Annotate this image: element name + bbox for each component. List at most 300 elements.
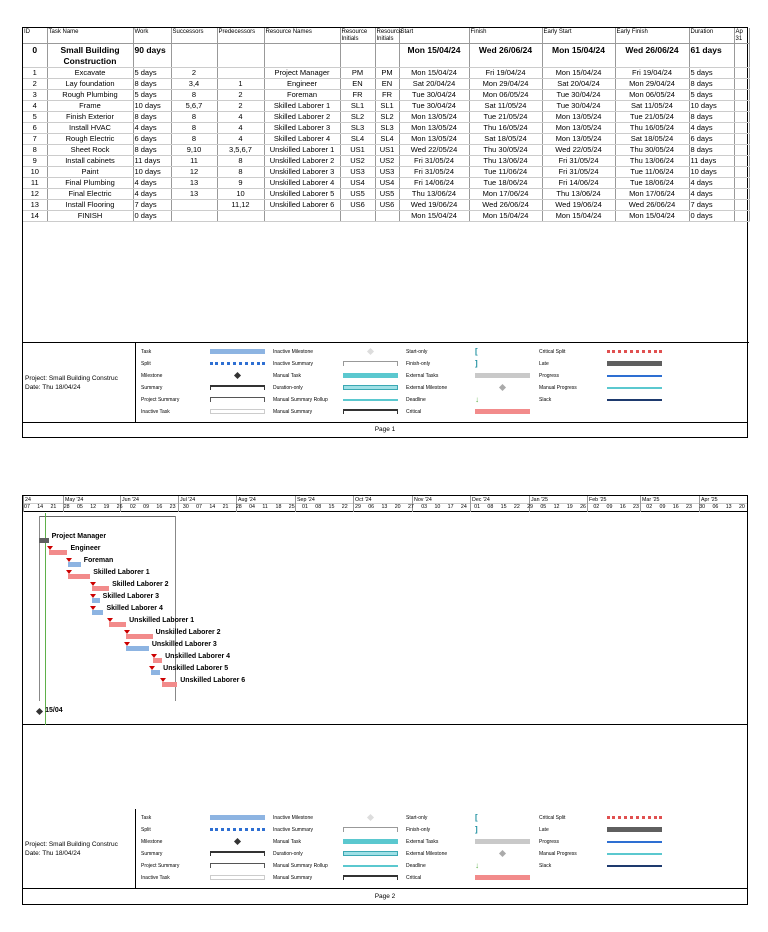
cell-duration[interactable]: 8 days [689, 145, 734, 156]
cell-early-finish[interactable]: Wed 26/06/24 [615, 200, 689, 211]
cell-successors[interactable]: 8 [171, 90, 217, 101]
cell-work[interactable]: 8 days [133, 145, 171, 156]
cell-finish[interactable]: Tue 11/06/24 [469, 167, 542, 178]
cell-predecessors[interactable]: 10 [217, 189, 264, 200]
cell-early-start[interactable]: Mon 15/04/24 [542, 44, 615, 68]
cell-early-finish[interactable]: Thu 13/06/24 [615, 156, 689, 167]
cell-successors[interactable]: 13 [171, 178, 217, 189]
cell-early-start[interactable]: Tue 30/04/24 [542, 101, 615, 112]
project-info [23, 343, 136, 423]
cell-start[interactable]: Fri 31/05/24 [399, 156, 469, 167]
cell-early-finish[interactable]: Fri 19/04/24 [615, 68, 689, 79]
legend-label: Critical [406, 409, 422, 415]
col-header-finish[interactable]: Finish [469, 28, 542, 44]
table-row[interactable] [23, 112, 749, 123]
legend-swatch: ] [475, 825, 478, 834]
cell-resource-names[interactable]: Unskilled Laborer 5 [264, 189, 340, 200]
cell-successors[interactable]: 8 [171, 134, 217, 145]
cell-resource-initials[interactable]: SL2 [375, 112, 399, 123]
col-header-resource-names[interactable]: Resource Names [264, 28, 340, 44]
cell-resource-names[interactable]: Engineer [264, 79, 340, 90]
cell-start[interactable]: Tue 30/04/24 [399, 90, 469, 101]
cell-id[interactable]: 1 [23, 68, 47, 79]
cell-successors[interactable]: 9,10 [171, 145, 217, 156]
cell-successors[interactable]: 11 [171, 156, 217, 167]
gantt-task-bar[interactable] [126, 634, 152, 639]
cell-early-start[interactable]: Mon 13/05/24 [542, 112, 615, 123]
cell-duration[interactable]: 8 days [689, 112, 734, 123]
cell-task-name[interactable]: Excavate [47, 68, 133, 79]
month-separator [587, 496, 588, 512]
cell-resource-initials[interactable]: PM [375, 68, 399, 79]
cell-early-finish[interactable]: Mon 17/06/24 [615, 189, 689, 200]
col-header-extra: Ap 31 [734, 28, 749, 44]
gantt-task-bar[interactable] [92, 598, 100, 603]
cell-resource-initials[interactable] [340, 44, 375, 68]
cell-predecessors[interactable] [217, 211, 264, 222]
cell-duration[interactable]: 5 days [689, 68, 734, 79]
cell-resource-initials[interactable]: US4 [375, 178, 399, 189]
finish-milestone[interactable] [36, 708, 43, 715]
col-header-task-name[interactable]: Task Name [47, 28, 133, 44]
cell-resource-initials[interactable]: SL1 [375, 101, 399, 112]
cell-resource-initials[interactable]: US5 [375, 189, 399, 200]
cell-early-finish[interactable]: Thu 30/05/24 [615, 145, 689, 156]
cell-resource-names[interactable]: Skilled Laborer 3 [264, 123, 340, 134]
cell-duration[interactable]: 0 days [689, 211, 734, 222]
cell-early-start[interactable]: Wed 22/05/24 [542, 145, 615, 156]
legend-swatch [607, 865, 662, 867]
cell-early-finish[interactable]: Tue 11/06/24 [615, 167, 689, 178]
table-row[interactable] [23, 79, 749, 90]
cell-finish[interactable]: Mon 17/06/24 [469, 189, 542, 200]
cell-id[interactable]: 9 [23, 156, 47, 167]
cell-predecessors[interactable]: 2 [217, 90, 264, 101]
cell-task-name[interactable]: Rough Plumbing [47, 90, 133, 101]
timescale-week: 22 [341, 504, 348, 510]
cell-work[interactable]: 10 days [133, 167, 171, 178]
timescale-week: 19 [103, 504, 110, 510]
gantt-task-bar[interactable] [153, 658, 162, 663]
cell-resource-initials[interactable]: SL4 [375, 134, 399, 145]
cell-early-start[interactable]: Sat 20/04/24 [542, 79, 615, 90]
col-header-predecessors[interactable]: Predecessors [217, 28, 264, 44]
table-row[interactable] [23, 156, 749, 167]
cell-id[interactable]: 6 [23, 123, 47, 134]
cell-resource-initials[interactable]: US2 [375, 156, 399, 167]
legend-swatch: ↓ [475, 395, 479, 404]
timescale-week: 05 [540, 504, 547, 510]
cell-work[interactable]: 7 days [133, 200, 171, 211]
cell-early-finish[interactable]: Tue 21/05/24 [615, 112, 689, 123]
cell-resource-initials[interactable] [375, 211, 399, 222]
cell-task-name[interactable]: Lay foundation [47, 79, 133, 90]
cell-duration[interactable]: 10 days [689, 101, 734, 112]
cell-work[interactable]: 5 days [133, 90, 171, 101]
col-header-start[interactable]: Start [399, 28, 469, 44]
cell-resource-initials[interactable]: US3 [375, 167, 399, 178]
cell-work[interactable]: 4 days [133, 178, 171, 189]
cell-resource-initials[interactable]: US2 [340, 156, 375, 167]
cell-resource-initials[interactable]: FR [375, 90, 399, 101]
cell-duration[interactable]: 4 days [689, 123, 734, 134]
cell-start[interactable]: Sat 20/04/24 [399, 79, 469, 90]
cell-finish[interactable]: Tue 21/05/24 [469, 112, 542, 123]
legend-label: Manual Task [273, 839, 301, 845]
dependency-arrow [124, 630, 130, 634]
cell-finish[interactable]: Sat 18/05/24 [469, 134, 542, 145]
legend-label: Inactive Task [141, 409, 170, 415]
col-header-early-finish[interactable]: Early Finish [615, 28, 689, 44]
cell-task-name[interactable]: Finish Exterior [47, 112, 133, 123]
cell-early-start[interactable]: Mon 13/05/24 [542, 134, 615, 145]
cell-successors[interactable]: 2 [171, 68, 217, 79]
table-row[interactable] [23, 44, 749, 68]
cell-successors[interactable]: 13 [171, 189, 217, 200]
cell-predecessors[interactable]: 4 [217, 123, 264, 134]
cell-finish[interactable]: Tue 18/06/24 [469, 178, 542, 189]
cell-duration[interactable]: 8 days [689, 79, 734, 90]
cell-task-name[interactable]: Final Electric [47, 189, 133, 200]
cell-work[interactable]: 8 days [133, 112, 171, 123]
cell-successors[interactable]: 5,6,7 [171, 101, 217, 112]
cell-extra [734, 123, 749, 134]
timescale-week: 16 [672, 504, 679, 510]
cell-successors[interactable]: 8 [171, 112, 217, 123]
cell-predecessors[interactable]: 8 [217, 156, 264, 167]
cell-resource-initials[interactable] [375, 44, 399, 68]
cell-start[interactable]: Wed 19/06/24 [399, 200, 469, 211]
cell-work[interactable]: 8 days [133, 79, 171, 90]
legend-swatch [343, 865, 398, 867]
cell-predecessors[interactable]: 2 [217, 101, 264, 112]
legend-label: Critical Split [539, 349, 566, 355]
table-row[interactable] [23, 211, 749, 222]
timescale-week: 01 [302, 504, 308, 510]
col-header-id[interactable]: ID [23, 28, 47, 44]
cell-resource-names[interactable]: Unskilled Laborer 3 [264, 167, 340, 178]
month-separator [470, 496, 471, 512]
cell-resource-names[interactable]: Unskilled Laborer 4 [264, 178, 340, 189]
dependency-arrow [107, 618, 113, 622]
cell-task-name[interactable]: Install HVAC [47, 123, 133, 134]
legend-label: Slack [539, 863, 552, 869]
cell-early-finish[interactable]: Sat 11/05/24 [615, 101, 689, 112]
legend-label: Inactive Summary [273, 827, 314, 833]
cell-resource-names[interactable]: Skilled Laborer 2 [264, 112, 340, 123]
cell-predecessors[interactable]: 9 [217, 178, 264, 189]
cell-early-finish[interactable]: Mon 15/04/24 [615, 211, 689, 222]
cell-finish[interactable]: Wed 26/06/24 [469, 44, 542, 68]
cell-work[interactable]: 0 days [133, 211, 171, 222]
cell-duration[interactable]: 5 days [689, 90, 734, 101]
cell-resource-initials[interactable]: EN [375, 79, 399, 90]
cell-resource-initials[interactable]: SL3 [375, 123, 399, 134]
cell-start[interactable]: Mon 15/04/24 [399, 44, 469, 68]
cell-work[interactable]: 11 days [133, 156, 171, 167]
cell-resource-names[interactable] [264, 44, 340, 68]
cell-finish[interactable]: Sat 11/05/24 [469, 101, 542, 112]
cell-id[interactable]: 2 [23, 79, 47, 90]
cell-resource-names[interactable]: Project Manager [264, 68, 340, 79]
cell-early-finish[interactable]: Tue 18/06/24 [615, 178, 689, 189]
cell-early-start[interactable]: Mon 15/04/24 [542, 68, 615, 79]
table-row[interactable] [23, 123, 749, 134]
timescale-week: 08 [487, 504, 494, 510]
cell-extra [734, 44, 749, 68]
cell-resource-initials[interactable]: SL1 [340, 101, 375, 112]
cell-duration[interactable]: 6 days [689, 134, 734, 145]
cell-start[interactable]: Mon 13/05/24 [399, 112, 469, 123]
cell-id[interactable]: 12 [23, 189, 47, 200]
cell-id[interactable]: 3 [23, 90, 47, 101]
cell-duration[interactable]: 4 days [689, 189, 734, 200]
gantt-task-bar[interactable] [68, 574, 91, 579]
cell-early-start[interactable]: Thu 13/06/24 [542, 189, 615, 200]
gantt-chart [23, 513, 747, 725]
timescale-week: 25 [288, 504, 295, 510]
table-row[interactable] [23, 189, 749, 200]
cell-work[interactable]: 90 days [133, 44, 171, 68]
cell-predecessors[interactable]: 3,5,6,7 [217, 145, 264, 156]
cell-id[interactable]: 11 [23, 178, 47, 189]
cell-resource-initials[interactable] [340, 211, 375, 222]
gantt-task-bar[interactable] [109, 622, 126, 627]
cell-start[interactable]: Tue 30/04/24 [399, 101, 469, 112]
timescale-week: 03 [421, 504, 428, 510]
cell-duration[interactable]: 10 days [689, 167, 734, 178]
cell-successors[interactable] [171, 211, 217, 222]
cell-start[interactable]: Mon 15/04/24 [399, 68, 469, 79]
timescale-week: 26 [580, 504, 586, 510]
cell-resource-initials[interactable]: SL2 [340, 112, 375, 123]
legend-label: Summary [141, 851, 163, 857]
timescale-month: Feb '25 [589, 497, 607, 503]
cell-work[interactable]: 4 days [133, 189, 171, 200]
gantt-task-bar[interactable] [151, 670, 160, 675]
cell-early-finish[interactable]: Sat 18/05/24 [615, 134, 689, 145]
cell-early-start[interactable]: Tue 30/04/24 [542, 90, 615, 101]
cell-predecessors[interactable]: 8 [217, 167, 264, 178]
cell-task-name[interactable]: Install Flooring [47, 200, 133, 211]
legend-swatch [607, 387, 662, 389]
legend-label: Critical [406, 875, 422, 881]
gantt-resource-label: Skilled Laborer 1 [93, 569, 150, 576]
dependency-arrow [151, 654, 157, 658]
legend-label: Duration-only [273, 851, 303, 857]
cell-early-finish[interactable]: Thu 16/05/24 [615, 123, 689, 134]
legend-swatch: [ [475, 347, 478, 356]
cell-work[interactable]: 5 days [133, 68, 171, 79]
gantt-resource-label: Skilled Laborer 4 [106, 605, 163, 612]
timescale-week: 09 [659, 504, 666, 510]
cell-finish[interactable]: Mon 06/05/24 [469, 90, 542, 101]
timescale-week: 30 [699, 504, 706, 510]
cell-predecessors[interactable]: 1 [217, 79, 264, 90]
legend-label: Manual Summary [273, 875, 313, 881]
cell-id[interactable]: 0 [23, 44, 47, 68]
cell-id[interactable]: 13 [23, 200, 47, 211]
cell-resource-names[interactable]: Foreman [264, 90, 340, 101]
gantt-task-bar[interactable] [39, 538, 48, 543]
cell-early-start[interactable]: Fri 31/05/24 [542, 156, 615, 167]
cell-start[interactable]: Mon 15/04/24 [399, 211, 469, 222]
cell-successors[interactable]: 3,4 [171, 79, 217, 90]
cell-successors[interactable]: 12 [171, 167, 217, 178]
cell-extra [734, 90, 749, 101]
cell-resource-initials[interactable]: US3 [340, 167, 375, 178]
cell-task-name[interactable]: Small Building Construction [47, 44, 133, 68]
cell-successors[interactable]: 8 [171, 123, 217, 134]
timescale-month: Sep '24 [297, 497, 315, 503]
cell-duration[interactable]: 7 days [689, 200, 734, 211]
cell-work[interactable]: 6 days [133, 134, 171, 145]
cell-resource-initials[interactable]: US5 [340, 189, 375, 200]
table-row[interactable] [23, 178, 749, 189]
legend-label: Progress [539, 373, 560, 379]
cell-start[interactable]: Thu 13/06/24 [399, 189, 469, 200]
table-row[interactable] [23, 200, 749, 211]
timescale-week: 05 [76, 504, 83, 510]
cell-early-start[interactable]: Mon 13/05/24 [542, 123, 615, 134]
cell-predecessors[interactable]: 4 [217, 112, 264, 123]
legend-panel [23, 343, 747, 423]
cell-resource-initials[interactable]: EN [340, 79, 375, 90]
cell-early-start[interactable]: Fri 14/06/24 [542, 178, 615, 189]
gantt-task-bar[interactable] [92, 586, 109, 591]
dependency-arrow [90, 606, 96, 610]
col-header-early-start[interactable]: Early Start [542, 28, 615, 44]
gantt-resource-label: Unskilled Laborer 4 [165, 653, 231, 660]
cell-task-name[interactable]: Frame [47, 101, 133, 112]
cell-resource-initials[interactable]: US4 [340, 178, 375, 189]
cell-resource-initials[interactable]: PM [340, 68, 375, 79]
table-row[interactable] [23, 68, 749, 79]
legend-swatch [343, 875, 398, 880]
cell-successors[interactable] [171, 200, 217, 211]
cell-task-name[interactable]: Install cabinets [47, 156, 133, 167]
cell-duration[interactable]: 61 days [689, 44, 734, 68]
cell-duration[interactable]: 4 days [689, 178, 734, 189]
table-row[interactable] [23, 101, 749, 112]
legend-swatch [475, 839, 530, 844]
gantt-task-bar[interactable] [92, 610, 103, 615]
cell-id[interactable]: 5 [23, 112, 47, 123]
cell-task-name[interactable]: Rough Electric [47, 134, 133, 145]
cell-id[interactable]: 14 [23, 211, 47, 222]
cell-resource-initials[interactable]: US1 [375, 145, 399, 156]
cell-start[interactable]: Mon 13/05/24 [399, 134, 469, 145]
cell-id[interactable]: 7 [23, 134, 47, 145]
cell-predecessors[interactable]: 11,12 [217, 200, 264, 211]
cell-task-name[interactable]: Final Plumbing [47, 178, 133, 189]
dependency-arrow [90, 582, 96, 586]
project-boundary-line [39, 516, 40, 701]
cell-finish[interactable]: Thu 13/06/24 [469, 156, 542, 167]
timescale-week: 04 [249, 504, 255, 510]
legend-label: Task [141, 815, 152, 821]
cell-duration[interactable]: 11 days [689, 156, 734, 167]
table-row[interactable] [23, 167, 749, 178]
gantt-resource-label: Unskilled Laborer 2 [155, 629, 221, 636]
cell-start[interactable]: Fri 31/05/24 [399, 167, 469, 178]
legend-label: Manual Task [273, 373, 301, 379]
col-header-work[interactable]: Work [133, 28, 171, 44]
cell-resource-names[interactable]: Unskilled Laborer 2 [264, 156, 340, 167]
cell-resource-initials[interactable]: US1 [340, 145, 375, 156]
gantt-task-bar[interactable] [162, 682, 177, 687]
cell-finish[interactable]: Thu 30/05/24 [469, 145, 542, 156]
cell-resource-initials[interactable]: FR [340, 90, 375, 101]
table-row[interactable] [23, 90, 749, 101]
cell-finish[interactable]: Mon 15/04/24 [469, 211, 542, 222]
cell-id[interactable]: 4 [23, 101, 47, 112]
cell-early-start[interactable]: Fri 31/05/24 [542, 167, 615, 178]
cell-task-name[interactable]: Sheet Rock [47, 145, 133, 156]
cell-work[interactable]: 10 days [133, 101, 171, 112]
cell-early-finish[interactable]: Mon 29/04/24 [615, 79, 689, 90]
cell-id[interactable]: 8 [23, 145, 47, 156]
gantt-task-bar[interactable] [49, 550, 68, 555]
cell-resource-initials[interactable]: US6 [375, 200, 399, 211]
cell-finish[interactable]: Wed 26/06/24 [469, 200, 542, 211]
legend-swatch [343, 409, 398, 414]
col-header-resource-initials-1[interactable]: Resource Initials [340, 28, 375, 44]
cell-resource-names[interactable] [264, 211, 340, 222]
legend-swatch [210, 828, 265, 831]
cell-resource-initials[interactable]: SL3 [340, 123, 375, 134]
cell-predecessors[interactable]: 4 [217, 134, 264, 145]
col-header-successors[interactable]: Successors [171, 28, 217, 44]
cell-successors[interactable] [171, 44, 217, 68]
cell-start[interactable]: Fri 14/06/24 [399, 178, 469, 189]
cell-work[interactable]: 4 days [133, 123, 171, 134]
cell-finish[interactable]: Mon 29/04/24 [469, 79, 542, 90]
cell-predecessors[interactable] [217, 68, 264, 79]
cell-resource-names[interactable]: Unskilled Laborer 1 [264, 145, 340, 156]
cell-early-start[interactable]: Mon 15/04/24 [542, 211, 615, 222]
cell-resource-initials[interactable]: US6 [340, 200, 375, 211]
cell-resource-names[interactable]: Unskilled Laborer 6 [264, 200, 340, 211]
cell-finish[interactable]: Thu 16/05/24 [469, 123, 542, 134]
legend-label: Late [539, 827, 549, 833]
cell-predecessors[interactable] [217, 44, 264, 68]
gantt-resource-label: Unskilled Laborer 1 [129, 617, 195, 624]
cell-resource-names[interactable]: Skilled Laborer 4 [264, 134, 340, 145]
cell-resource-names[interactable]: Skilled Laborer 1 [264, 101, 340, 112]
cell-early-finish[interactable]: Wed 26/06/24 [615, 44, 689, 68]
page-footer: Page 2 [374, 893, 396, 900]
timescale-week: 07 [196, 504, 203, 510]
legend-label: External Tasks [406, 839, 439, 845]
cell-task-name[interactable]: Paint [47, 167, 133, 178]
cell-resource-initials[interactable]: SL4 [340, 134, 375, 145]
cell-task-name[interactable]: FINISH [47, 211, 133, 222]
table-row[interactable] [23, 145, 749, 156]
gantt-task-bar[interactable] [126, 646, 149, 651]
cell-early-finish[interactable]: Mon 06/05/24 [615, 90, 689, 101]
cell-start[interactable]: Wed 22/05/24 [399, 145, 469, 156]
cell-early-start[interactable]: Wed 19/06/24 [542, 200, 615, 211]
cell-id[interactable]: 10 [23, 167, 47, 178]
month-separator [353, 496, 354, 512]
table-row[interactable] [23, 134, 749, 145]
col-header-duration[interactable]: Duration [689, 28, 734, 44]
cell-start[interactable]: Mon 13/05/24 [399, 123, 469, 134]
col-header-resource-initials-2[interactable]: Resource Initials [376, 29, 403, 42]
cell-finish[interactable]: Fri 19/04/24 [469, 68, 542, 79]
gantt-task-bar[interactable] [68, 562, 81, 567]
